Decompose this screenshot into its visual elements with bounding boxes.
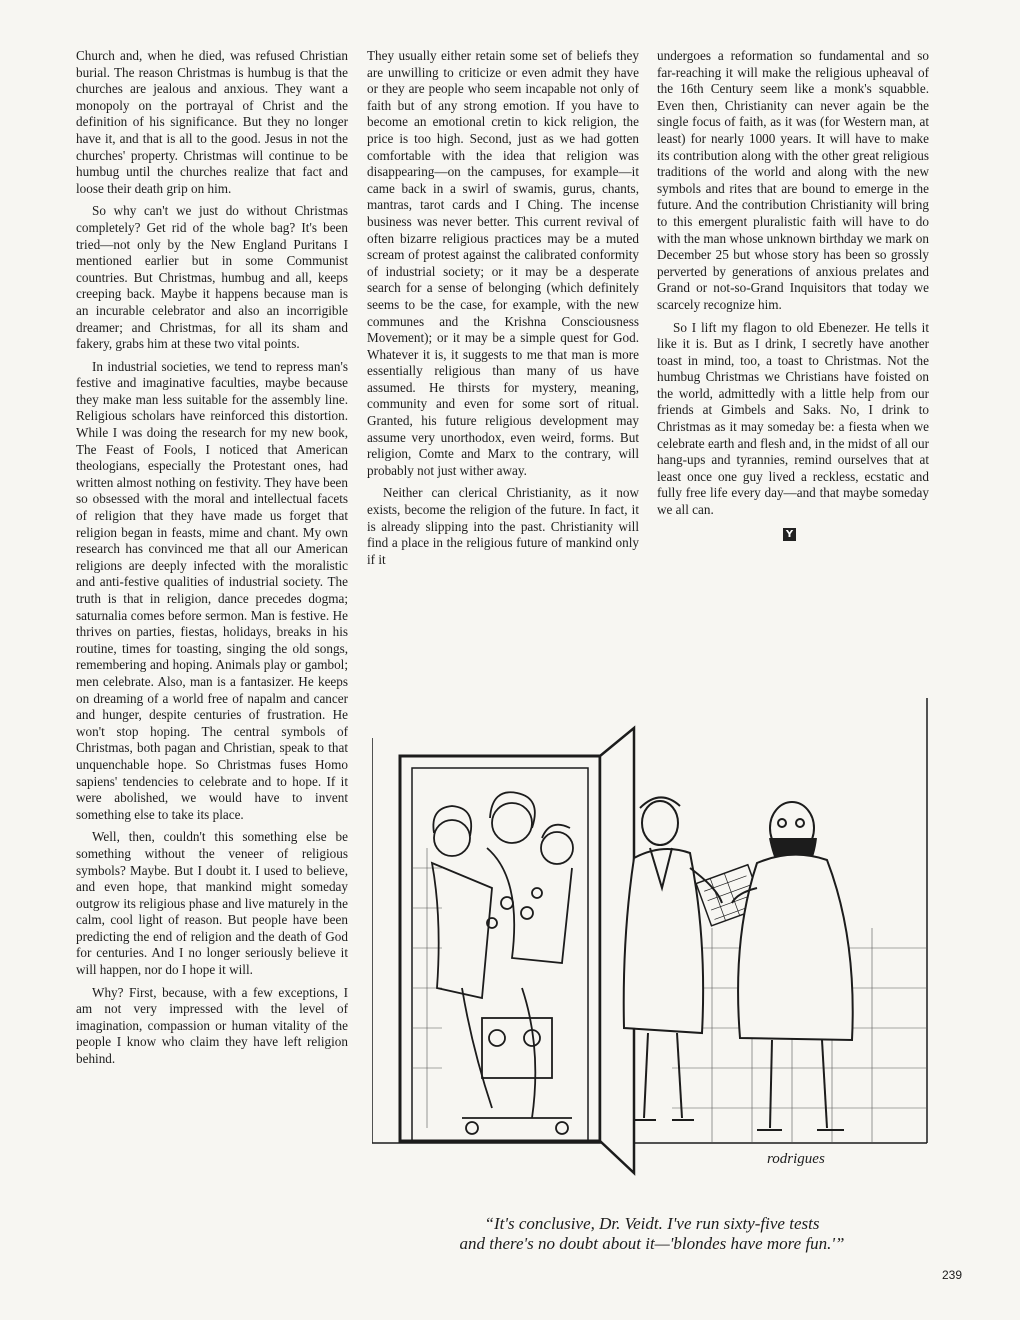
- caption-line: “It's conclusive, Dr. Veidt. I've run sixty-five tests: [484, 1214, 820, 1233]
- paragraph: So I lift my flagon to old Ebenezer. He tells it like it is. But as I drink, I secretly have another toast in mind, too, a toast to Christmas. Not the humbug Christmas we Christians have foisted on the world, admittedly with a little help from our friends at Gimbels and Saks. No, I drink to Christmas as it may someday be: a fiesta when we celebrate earth and flesh and, in the midst of all our hang-ups and tyrannies, remind ourselves that at least once one guy lived a reckless, ecstatic and fully free life every day—and that maybe someday we all can.: [657, 319, 929, 518]
- paragraph: undergoes a reformation so fundamental and so far-reaching it will make the religious upheaval of the 16th Century seem like a monk's squabble. Even then, Christianity can never again be the single focus of faith, as it was (for Western man, at least) for nearly 1000 years. It will have to make its contribution along with the other great religious traditions of the world and along with the new symbols and rites that are bound to emerge in the future. And the contribution Christianity will bring to this emergent pluralistic faith will have to do with the man whose unknown birthday we mark on December 25 but whose story has been so grossly perverted by generations of anxious prelates and Grand or not-so-Grand Inquisitors that today we scarcely recognize him.: [657, 48, 929, 312]
- rabbit-logo-icon: Y: [783, 528, 796, 541]
- paragraph: Neither can clerical Christianity, as it now exists, become the religion of the future. In fact, it is already slipping into the past. Christianity will find a place in the religious future of mankind only if it: [367, 485, 639, 567]
- paragraph: Why? First, because, with a few exceptions, I am not very impressed with the level of imagination, compassion or human vitality of the people I know who claim they have left religion behind.: [76, 984, 348, 1067]
- article-column-3: [657, 48, 929, 688]
- artist-signature: rodrigues: [767, 1151, 825, 1167]
- article-column-1: [76, 48, 348, 1258]
- cartoon-caption: [372, 1214, 932, 1254]
- end-of-article-mark: [657, 525, 929, 542]
- article-column-2: [367, 48, 639, 688]
- paragraph: In industrial societies, we tend to repress man's festive and imaginative faculties, maybe because they make man less suitable for the assembly line. Religious scholars have reinforced this distortion. While I was doing the research for my new book, The Feast of Fools, I noticed that American theologians, especially the Protestant ones, had written almost nothing on festivity. They have been so obsessed with the moral and intellectual facets of religion that they have made us forget that religion began in feasts, mime and chant. My own research has convinced me that all our American religions are deeply infected with the moralistic and anti-festive qualities of industrial society. The truth is that in religion, dance precedes dogma; saturnalia comes before sermon. Man is festive. He thrives on parties, fiestas, holidays, breaks in his routine, times for toasting, singing the old songs, remembering and hoping. Animals play or gambol; men celebrate. Also, man is a fantasizer. He keeps on dreaming of a world free of napalm and cancer and hunger, despite centuries of frustration. He won't stop hoping. The central symbols of Christmas, both pagan and Christian, speak to that unquenchable hope. So Christmas fuses Homo sapiens' tendencies to celebrate and to hope. If it were abolished, we would have to invent something else to take its place.: [76, 358, 348, 822]
- paragraph: Church and, when he died, was refused Christian burial. The reason Christmas is humbug is that the churches are jealous and anxious. They want a monopoly on the portrayal of Christ and the definition of his significance. But they no longer have it, and that is all to the good. Jesus in not the churches' property. Christmas will continue to be humbug until the churches realize that fact and loose their death grip on him.: [76, 48, 348, 196]
- paragraph: So why can't we just do without Christmas completely? Get rid of the whole bag? It's been tried—not only by the New England Puritans I mentioned earlier but in some Communist countries. But Christmas, humbug and all, keeps creeping back. Maybe it happens because man is an incurable celebrator and also an incorrigible dreamer; and Christmas, for all its sham and fakery, grabs him at these two vital points.: [76, 203, 348, 352]
- page-number: 239: [942, 1268, 963, 1282]
- paragraph: Well, then, couldn't this something else be something without the veneer of religious symbols? Maybe. But I doubt it. I used to believe, and even hope, that mankind might someday outgrow its religious phase and live maturely in the calm, cool light of reason. But people have been predicting the end of religion and the death of God for centuries. And I no longer seriously believe it will happen, nor do I hope it will.: [76, 829, 348, 978]
- paragraph: They usually either retain some set of beliefs they are unwilling to criticize or even admit they have or they are people who seem incapable not only of faith but of any strong emotion. If you have to become an emotional cretin to kick religion, the price is too high. Second, just as we had gotten comfortable with the idea that religion was disappearing—on the campuses, for example—it came back in a swirl of swamis, gurus, chants, mantras, tarot cards and I Ching. The incense business was never better. This current revival of often bizarre religious practices may be a muted scream of protest against the calibrated conformity of industrial society; or it may be a desperate search for a sense of belonging (which definitely seems to be the case, for example, with the new communes and the Krishna Consciousness Movement); or it may be a simple quest for God. Whatever it is, it suggests to me that man is more essentially religious than many of us have assumed. He thirsts for mystery, meaning, community and even for some sort of ritual. Granted, his future religious development may assume very unorthodox, even weird, forms. But religion, Comte and Marx to the contrary, will probably not just wither away.: [367, 48, 639, 478]
- cartoon-illustration: [372, 688, 932, 1208]
- caption-line: and there's no doubt about it—'blondes have more fun.'”: [459, 1234, 845, 1253]
